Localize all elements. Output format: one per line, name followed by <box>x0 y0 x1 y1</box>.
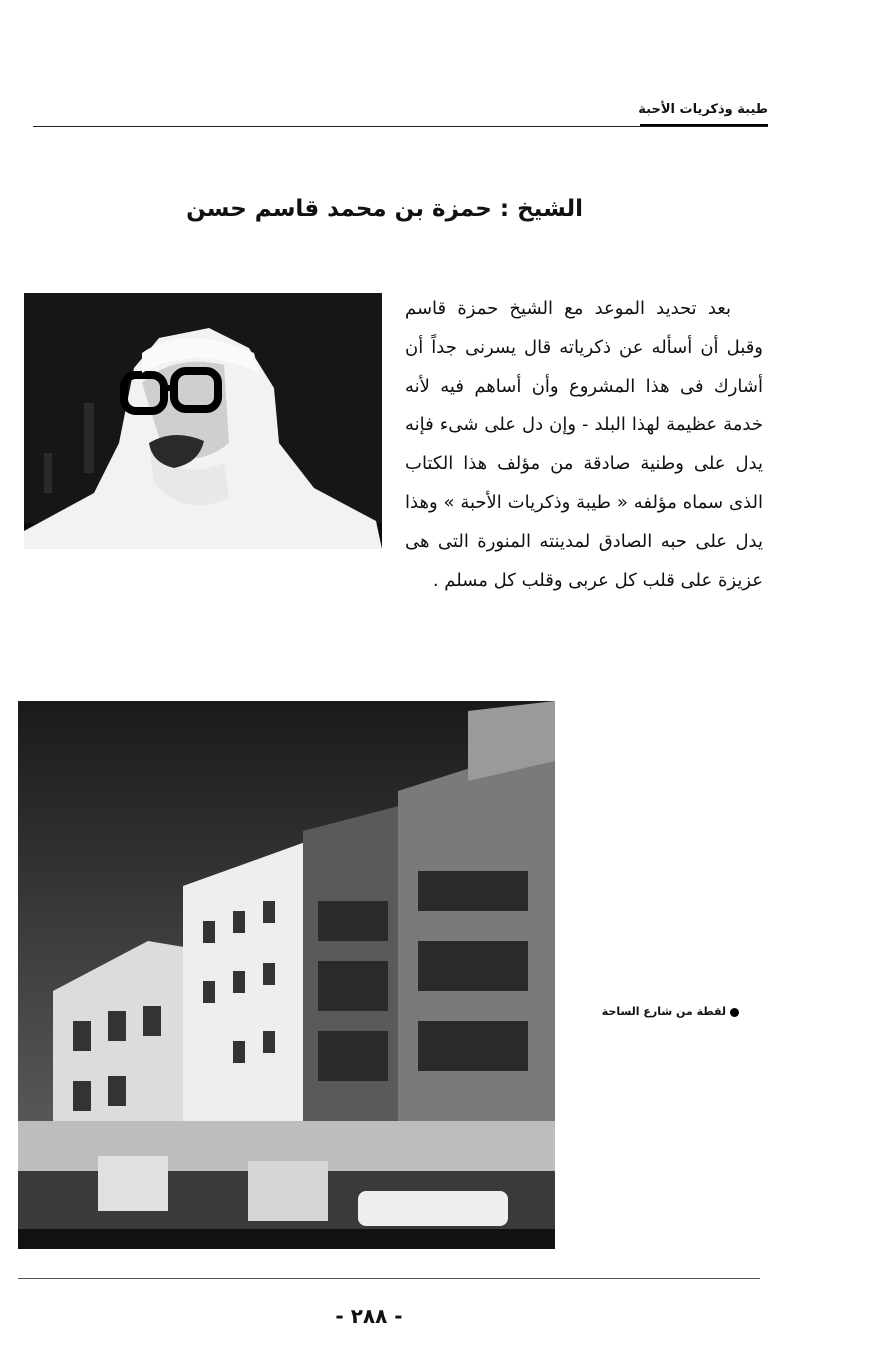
photo-caption-text: لقطة من شارع الساحة <box>601 1005 726 1018</box>
street-photo <box>18 701 555 1249</box>
bullet-icon <box>730 1008 739 1017</box>
page-number: - ٢٨٨ - <box>335 1304 403 1328</box>
article-paragraph: بعد تحديد الموعد مع الشيخ حمزة قاسم وقبل أن أسأله عن ذكرياته قال يسرنى جداً أن أشارك فى هذا المشروع وأن أساهم فيه لأنه خدمة عظيمة لهذا البلد - وإن دل على شىء فإنه يدل على وطنية صادقة من مؤلف هذا الكتاب الذى سماه مؤلفه « طيبة وذكريات الأحبة » وهذا يدل على حبه الصادق لمدينته المنورة التى هى عزيزة على قلب كل عربى وقلب كل مسلم . <box>405 298 763 591</box>
header-rule-accent <box>640 124 768 126</box>
article-title: الشيخ : حمزة بن محمد قاسم حسن <box>186 196 583 222</box>
running-header: طيبة وذكريات الأحبة <box>638 102 768 117</box>
photo-caption <box>602 1005 739 1018</box>
article-body <box>405 290 763 600</box>
header-rule <box>33 126 768 127</box>
portrait-photo <box>24 293 382 549</box>
footer-rule <box>18 1278 760 1279</box>
